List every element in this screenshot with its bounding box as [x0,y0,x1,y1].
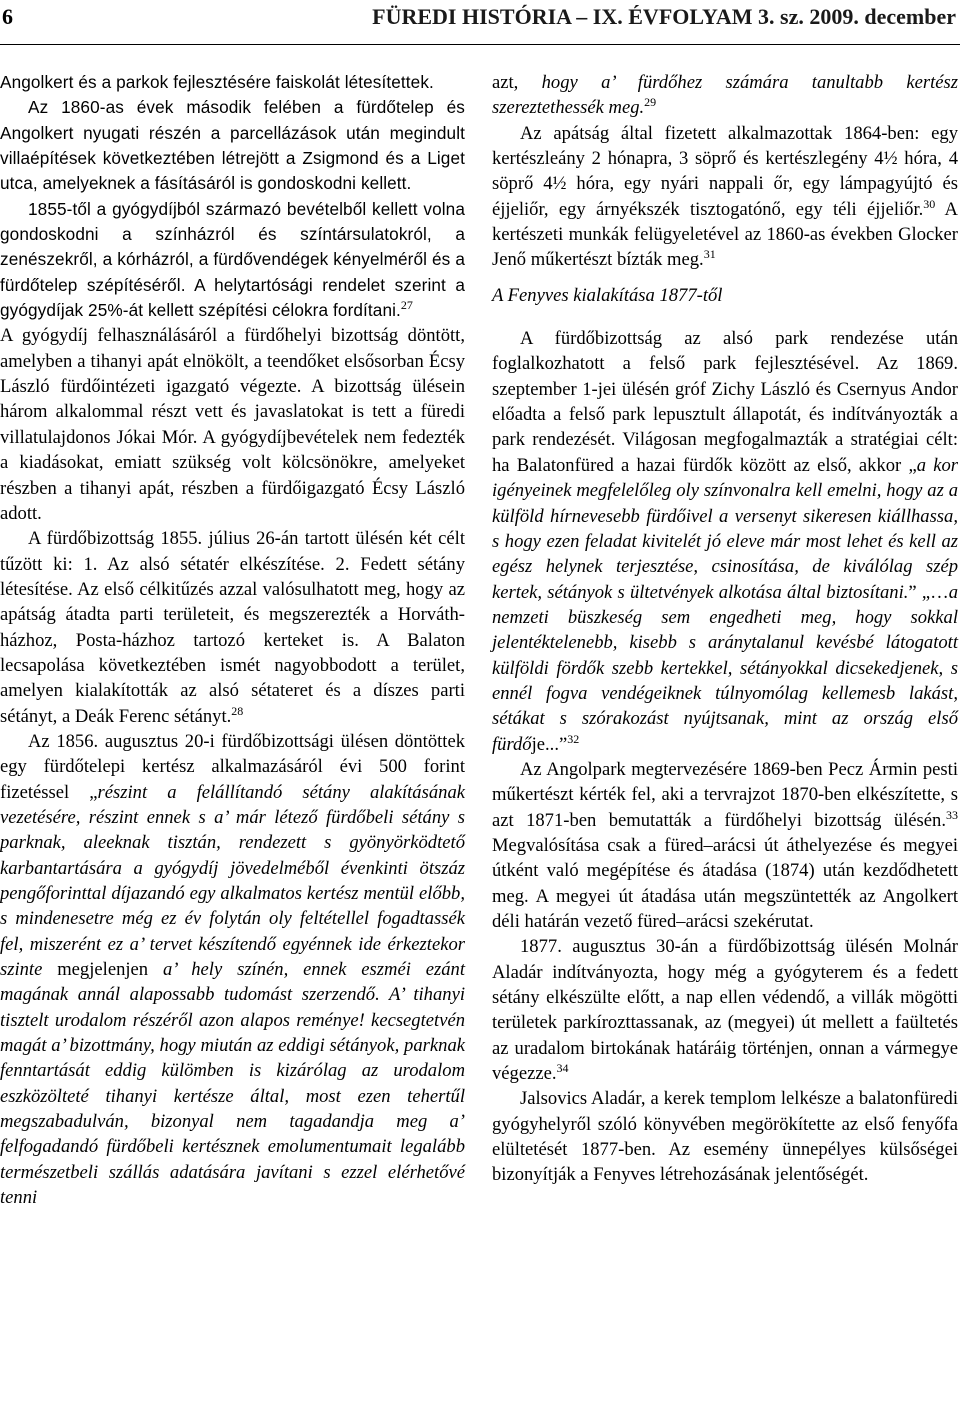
paragraph [0,323,465,526]
paragraph [0,95,465,196]
paragraph [492,1086,958,1187]
paragraph [492,121,958,273]
paragraph-text: je...” [531,733,568,755]
paragraph [492,326,958,757]
section-heading: A Fenyves kialakítása 1877-től [492,284,723,306]
paragraph-text: A fürdőbizottság az alsó park rendezése után foglalkozhatott a felső park fejlesztésével. Az 1869. szeptember 1-jei ülésén gróf Zichy László és Csernyus Andor előadta a felső park lepusztult állapotát, és indítványozták a park rendezését. Világosan megfogalmazták a stratégiai célt: ha Balatonfüred a hazai fürdők között az első, akkor „ [492,328,958,476]
footnote-ref: 30 [923,196,936,211]
quote-text: hogy a’ fürdőhez számára tanultabb kertész szereztethessék meg. [492,72,959,119]
paragraph-text: megjelenjen [57,959,149,981]
paragraph-text: Az apátság által fizetett alkalmazottak 1864-ben: egy kertészleány 2 hónapra, 3 söprő és kertészlegény 4½ hóra, 4 söprő 4½ hóra, egy nyári nappali őr, egy lámpagyújtó és éjjeliőr, egy árnyékszék tisztogatónő, egy téli éjjeliőr. [492,122,958,220]
paragraph-text: A helytartósági rendelet szerint a gyógydíjak 25%-át kellett szépítési célokra fordítani. [0,274,465,321]
paragraph-text: A gyógydíj felhasználásáról a fürdőhelyi bizottság döntött, amelyben a tihanyi apát elnökölt, a teendőket elsősorban Écsy László fürdőintézeti igazgató végezte. A bizottság ülésein három alkalommal részt vett és javaslatokat is tett a füredi villatulajdonos Jókai Mór. A gyógydíjbevételek nem fedezték a kiadásokat, emiatt szükség volt kölcsönökre, amelyeket részben a tihanyi apát, részben a fürdőigazgató Écsy László adott. [0,325,465,524]
paragraph [0,729,465,1211]
footnote-ref: 29 [644,95,657,110]
footnote-ref: 32 [567,731,580,746]
left-column [0,70,465,1210]
paragraph [0,197,465,324]
paragraph-text: Megvalósítása csak a füred–arácsi út áthelyezése és megyei útként való megépítése és átadása (1874) után kezdődhetett meg. A megyei út átadása után megszüntették az Angolkert déli határán vezető füred–arácsi szekérutat. [492,834,958,932]
paragraph-text: 1877. augusztus 30-án a fürdőbizottság ülésén Molnár Aladár indítványozta, hogy még a gyógyterem és a fedett sétány elkészülte előtt, a nap ellen védendő, a villák mögötti területek parkírozttassanak, az (megyei) út mellett a faültetés az uradalom birtokának határáig történjen, onnan a vármegye végezze. [492,936,958,1085]
page-number: 6 [2,4,13,29]
paragraph [0,526,465,729]
quote-text: a kor igényeinek megfelelőleg oly színvonalra kell emelni, hogy az a külföld hírnevesebb fürdőivel a versenyt sikeresen kiállhassa, s hogy ezen feladat kivitelét jó eleve már most lehet és kell az egész helynek terjesztése, csinosítása, de kiválólag szép kertek, sétányok s ültetvények alkotása által biztosítani. [492,454,958,603]
footnote-ref: 31 [703,247,716,262]
paragraph [492,70,958,121]
footnote-ref: 33 [946,807,958,822]
paragraph-text: 1855-től a gyógydíjból származó bevételből kellett volna gondoskodni a színházról és színtársulatokról, a zenészekről, a kórházról, a fürdővendégek kényelméről és a fürdőtelep szépítéséről. [0,198,465,295]
paragraph-text: A fürdőbizottság 1855. július 26-án tartott ülésén két célt tűzött ki: 1. Az alsó sétatér elkészítése. 2. Fedett sétány létesítése. Az első célkitűzés azzal valósulhatott meg, hogy az apátság átadta parti területeit, és megszerezték a Horváth-házhoz, Posta-házhoz tartozó kerteket is. A Balaton lecsapolása következtében ismét nagyobbodott a terület, amelyen kialakították az alsó sétateret és a díszes parti sétányt, a Deák Ferenc sétányt. [0,528,465,727]
paragraph [492,934,958,1086]
paragraph-text: Az Angolpark megtervezésére 1869-ben Pecz Ármin pesti műkertészt kérték fel, aki a tervrajzot 1870-ben elkészítette, s azt 1871-ben bemutatták a fürdőhelyi bizottság ülésén. [492,758,958,831]
paragraph [0,70,465,95]
footnote-ref: 28 [231,703,244,718]
right-column [492,70,958,1188]
paragraph-text: Az 1856. augusztus 20-i fürdőbizottsági ülésen döntöttek egy fürdőtelepi kertész alkalmazásáról évi 500 forint fizetéssel „ [0,730,465,803]
quote-text: a nemzeti büszkeség sem engedheti meg, hogy sokkal jelentéktelenebb, kisebb s aránytalanul kevésbé látogatott külföldi fördők szebb kertekkel, sétányokkal dicsekedjenek, s ennél fogva vendégeiknek túlnyomólag kellemesb lakást, sétákat s szórakozást nyújtsanak, mint az ország első fürdő [492,581,959,755]
paragraph-text: Az 1860-as évek második felében a fürdőtelep és Angolkert nyugati részén a parcellázások után megindult villaépítések következtében létrejött a Zsigmond és a Liget utca, amelyeknek a fásításáról is gondoskodni kellett. [0,97,465,194]
paragraph-text: Jalsovics Aladár, a kerek templom lelkésze a balatonfüredi gyógyhelyről szóló könyvében megörökítette az első fenyőfa elültetését 1877-ben. Az esemény ünnepélyes külsőségei bizonyítják a Fenyves létrehozásának jelentőségét. [492,1088,958,1186]
paragraph-text: Angolkert és a parkok fejlesztésére faiskolát létesítettek. [0,72,434,92]
paragraph-text: azt, [492,72,542,93]
quote-text: részint a felállítandó sétány alakításának vezetésére, részint ennek s a’ már létező fürdőbeli sétány s parknak, aleeknak tisztán, rendezett s gyönyörködtető karbantartására a gyógydíj jövedelméből évenkinti ötszáz pengőforinttal díjazandó egy alkalmatos kertész mentül előbb, s mindenesetre még ez év folytán oly feltétellel fogadtassék fel, miszerént ez a’ tervet készítendő egyénnek ide érkeztekor szinte [0,781,465,981]
footnote-ref: 27 [400,298,413,313]
paragraph-text: A kertészeti munkák felügyeletével az 1860-as években Glocker Jenő műkertészt bízták meg. [492,198,958,271]
running-head: FÜREDI HISTÓRIA – IX. ÉVFOLYAM 3. sz. 2009. december [372,4,956,29]
quote-text: a’ hely színén, ennek eszméi ezánt magának annál alapossabb tudomást szerzendő. A’ tihanyi tisztelt urodalom részéről azon alapos reménye! kecsegtetvén magát a’ bizottmány, hogy miután az eddigi sétányok, parknak fenntartását eddig külömben is kizárólag az urodalom eszközölteté tihanyi kertésze által, most ezen tehertűl megszabadulván, bizonyal nem tagadandja meg a’ felfogadandó fürdőbeli kertésznek emolumentumait legalább természetbeli szállás adatására javítani s ezzel elérhetővé tenni [0,959,465,1209]
paragraph-text: ” „… [908,581,949,603]
paragraph [492,757,958,934]
footnote-ref: 34 [556,1061,569,1076]
page-header [0,0,960,45]
